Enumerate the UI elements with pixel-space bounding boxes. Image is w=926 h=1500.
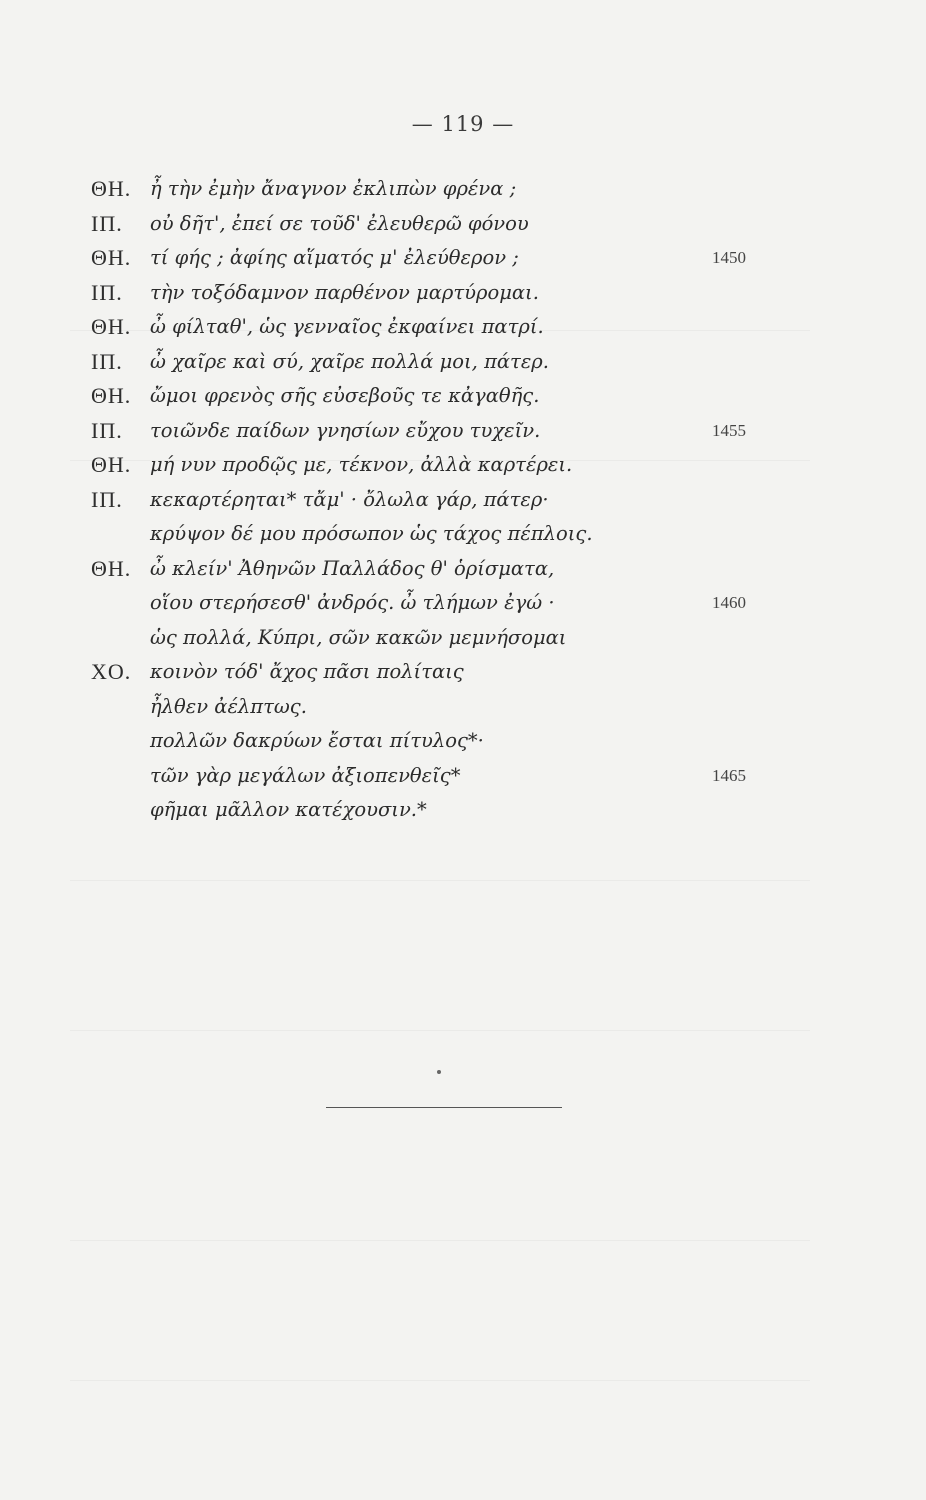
verse-line bbox=[0, 379, 926, 414]
speaker-label: ΙΠ. bbox=[91, 348, 123, 374]
verse-line bbox=[0, 586, 926, 621]
verse-line bbox=[0, 621, 926, 656]
verse-text: κεκαρτέρηται* τἄμ' · ὄλωλα γάρ, πάτερ· bbox=[150, 487, 549, 511]
verse-text: τῶν γὰρ μεγάλων ἀξιοπενθεῖς* bbox=[150, 763, 461, 787]
verse-text: τοιῶνδε παίδων γνησίων εὔχου τυχεῖν. bbox=[150, 418, 541, 442]
verse-text: ὡς πολλά, Κύπρι, σῶν κακῶν μεμνήσομαι bbox=[150, 625, 567, 649]
verse-text: μή νυν προδῷς με, τέκνον, ἀλλὰ καρτέρει. bbox=[150, 453, 573, 476]
line-number: 1460 bbox=[712, 593, 746, 612]
speaker-label: ΘΗ. bbox=[91, 555, 132, 581]
speaker-label: ΙΠ. bbox=[91, 486, 123, 512]
speaker-label: ΙΠ. bbox=[91, 279, 123, 305]
line-number: 1455 bbox=[712, 420, 746, 440]
verse-line bbox=[0, 345, 926, 380]
bleed-through-line bbox=[70, 1240, 810, 1241]
verse-text: φῆμαι μᾶλλον κατέχουσιν.* bbox=[150, 798, 427, 821]
section-rule bbox=[326, 1107, 562, 1108]
verse-text: πολλῶν δακρύων ἔσται πίτυλος*· bbox=[150, 729, 484, 752]
verse-line bbox=[0, 207, 926, 242]
speaker-label: ΙΠ. bbox=[91, 210, 123, 236]
speaker-label: ΘΗ. bbox=[91, 314, 132, 339]
speaker-label: ΘΗ. bbox=[91, 176, 132, 201]
verse-line bbox=[0, 241, 926, 276]
page-number: — 119 — bbox=[411, 112, 515, 136]
verse-text: ὤμοι φρενὸς σῆς εὐσεβοῦς τε κἀγαθῆς. bbox=[150, 384, 540, 407]
verse-text: κοινὸν τόδ' ἄχος πᾶσι πολίταις bbox=[150, 660, 464, 683]
verse-block bbox=[0, 172, 926, 828]
verse-text: ὦ χαῖρε καὶ σύ, χαῖρε πολλά μοι, πάτερ. bbox=[150, 349, 549, 373]
verse-line bbox=[0, 414, 926, 449]
verse-line bbox=[0, 759, 926, 794]
verse-line bbox=[0, 483, 926, 518]
bleed-through-line bbox=[70, 1030, 810, 1031]
speaker-label: ΧΟ. bbox=[91, 659, 132, 684]
verse-text: ὦ κλείν' Ἀθηνῶν Παλλάδος θ' ὁρίσματα, bbox=[150, 556, 555, 580]
verse-text: κρύψον δέ μου πρόσωπον ὡς τάχος πέπλοις. bbox=[150, 522, 593, 545]
verse-text: τὴν τοξόδαμνον παρθένον μαρτύρομαι. bbox=[150, 280, 539, 304]
ink-dot bbox=[437, 1070, 441, 1074]
verse-text: ἦλθεν ἀέλπτως. bbox=[150, 694, 307, 718]
speaker-label: ΘΗ. bbox=[91, 245, 132, 270]
verse-line bbox=[0, 793, 926, 828]
verse-line bbox=[0, 448, 926, 483]
bleed-through-line bbox=[70, 880, 810, 881]
verse-text: ὦ φίλταθ', ὡς γενναῖος ἐκφαίνει πατρί. bbox=[150, 315, 544, 338]
verse-line bbox=[0, 552, 926, 587]
line-number: 1450 bbox=[712, 248, 746, 267]
line-number: 1465 bbox=[712, 765, 746, 785]
speaker-label: ΘΗ. bbox=[91, 383, 132, 408]
verse-line bbox=[0, 517, 926, 552]
verse-text: ἦ τὴν ἐμὴν ἄναγνον ἐκλιπὼν φρένα ; bbox=[150, 177, 517, 200]
verse-line bbox=[0, 724, 926, 759]
speaker-label: ΘΗ. bbox=[91, 452, 132, 477]
verse-text: οὐ δῆτ', ἐπεί σε τοῦδ' ἐλευθερῶ φόνου bbox=[150, 211, 529, 235]
bleed-through-line bbox=[70, 1380, 810, 1381]
verse-line bbox=[0, 310, 926, 345]
verse-line bbox=[0, 276, 926, 311]
verse-text: οἵου στερήσεσθ' ἀνδρός. ὦ τλήμων ἐγώ · bbox=[150, 591, 555, 614]
verse-line bbox=[0, 172, 926, 207]
verse-line bbox=[0, 655, 926, 690]
verse-text: τί φής ; ἀφίης αἵματός μ' ἐλεύθερον ; bbox=[150, 246, 519, 269]
speaker-label: ΙΠ. bbox=[91, 417, 123, 443]
verse-line bbox=[0, 690, 926, 725]
